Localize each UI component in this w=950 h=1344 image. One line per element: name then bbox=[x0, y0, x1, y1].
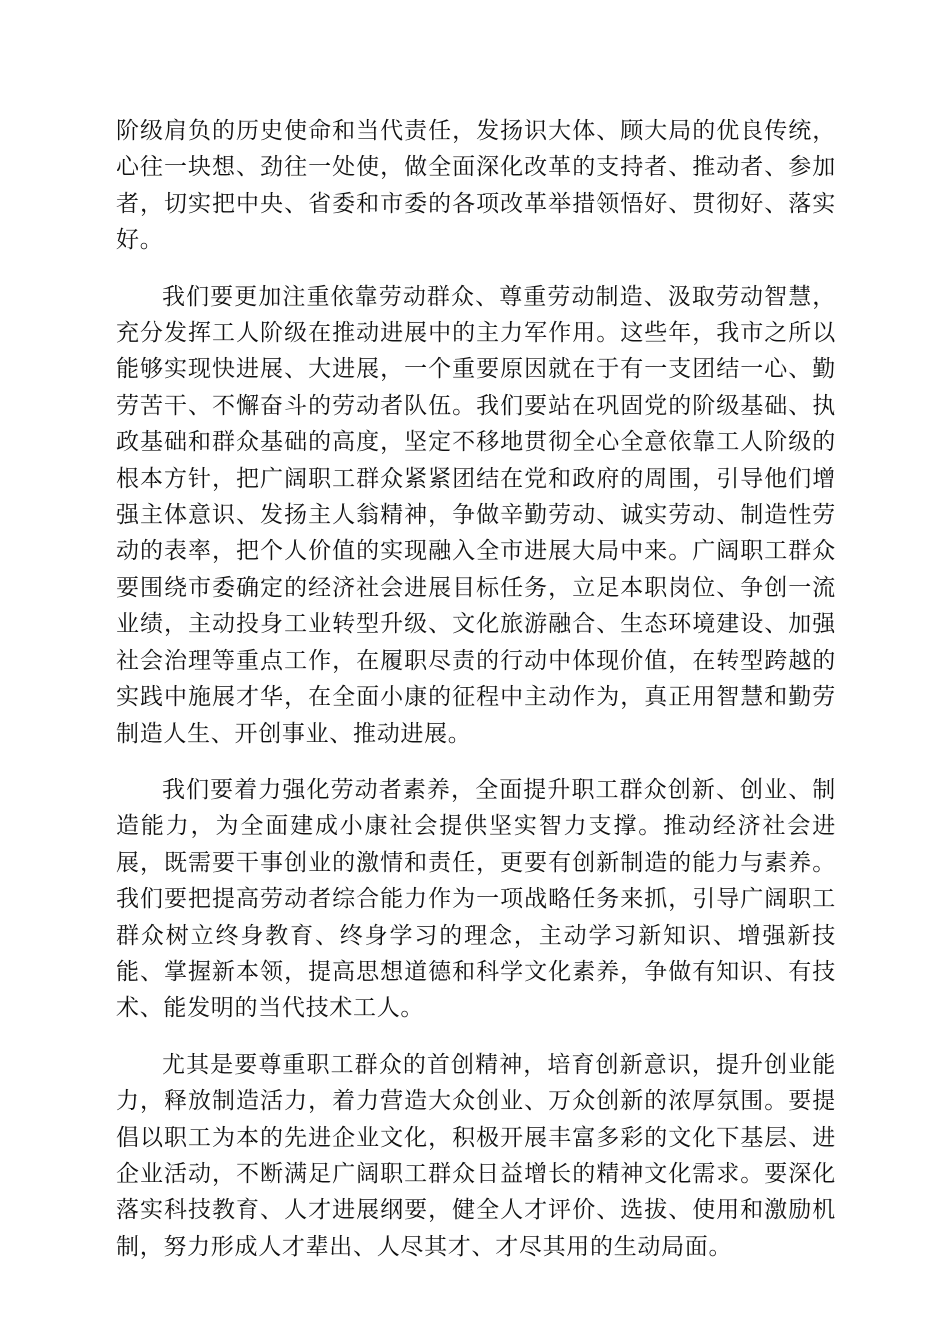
paragraph-continuation: 阶级肩负的历史使命和当代责任，发扬识大体、顾大局的优良传统，心往一块想、劲往一处使，做全面深化改革的支持者、推动者、参加者，切实把中央、省委和市委的各项改革举措领悟好、贯彻好、落实好。 bbox=[116, 118, 836, 254]
paragraph-worker-quality: 我们要着力强化劳动者素养，全面提升职工群众创新、创业、制造能力，为全面建成小康社会提供坚实智力支撑。推动经济社会进展，既需要干事创业的激情和责任，更要有创新制造的能力与素养。我们要把提高劳动者综合能力作为一项战略任务来抓，引导广阔职工群众树立终身教育、终身学习的理念，主动学习新知识、增强新技能、掌握新本领，提高思想道德和科学文化素养，争做有知识、有技术、能发明的当代技术工人。 bbox=[116, 776, 836, 1022]
document-body bbox=[116, 113, 836, 1265]
paragraph-labor-masses: 我们要更加注重依靠劳动群众、尊重劳动制造、汲取劳动智慧，充分发挥工人阶级在推动进展中的主力军作用。这些年，我市之所以能够实现快进展、大进展，一个重要原因就在于有一支团结一心、勤劳苦干、不懈奋斗的劳动者队伍。我们要站在巩固党的阶级基础、执政基础和群众基础的高度，坚定不移地贯彻全心全意依靠工人阶级的根本方针，把广阔职工群众紧紧团结在党和政府的周围，引导他们增强主体意识、发扬主人翁精神，争做辛勤劳动、诚实劳动、制造性劳动的表率，把个人价值的实现融入全市进展大局中来。广阔职工群众要围绕市委确定的经济社会进展目标任务，立足本职岗位、争创一流业绩，主动投身工业转型升级、文化旅游融合、生态环境建设、加强社会治理等重点工作，在履职尽责的行动中体现价值，在转型跨越的实践中施展才华，在全面小康的征程中主动作为，真正用智慧和勤劳制造人生、开创事业、推动进展。 bbox=[116, 283, 836, 747]
paragraph-innovation: 尤其是要尊重职工群众的首创精神，培育创新意识，提升创业能力，释放制造活力，着力营造大众创业、万众创新的浓厚氛围。要提倡以职工为本的先进企业文化，积极开展丰富多彩的文化下基层、进企业活动，不断满足广阔职工群众日益增长的精神文化需求。要深化落实科技教育、人才进展纲要，健全人才评价、选拔、使用和激励机制，努力形成人才辈出、人尽其才、才尽其用的生动局面。 bbox=[116, 1051, 836, 1260]
